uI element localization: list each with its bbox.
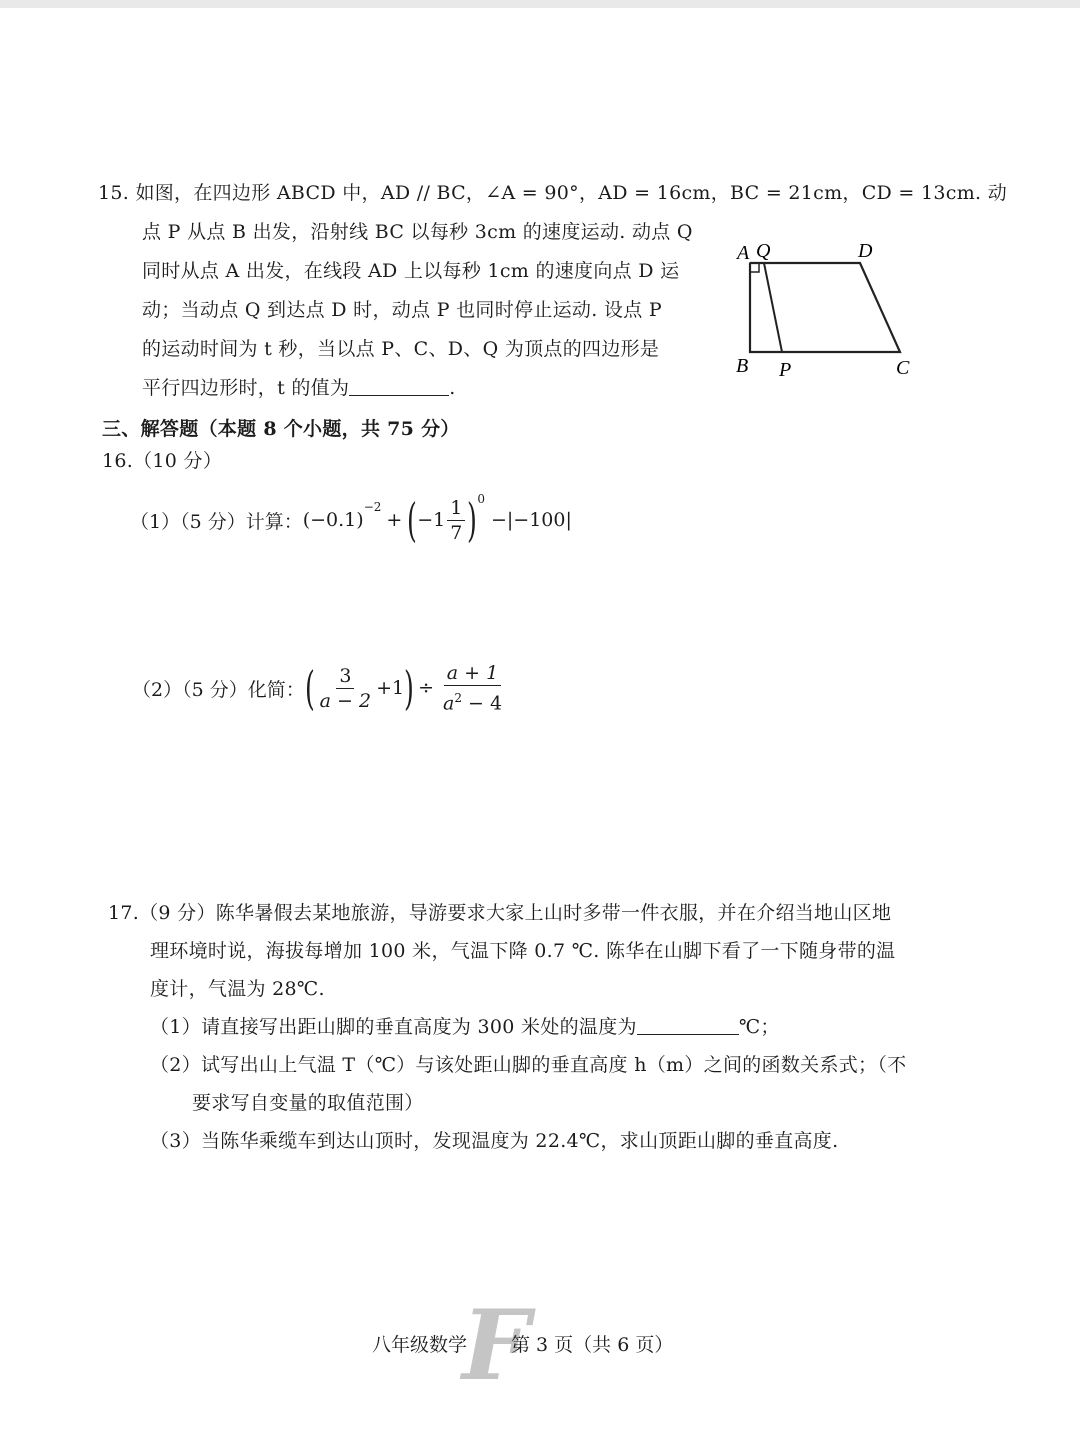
fraction-denominator: 7 bbox=[450, 521, 463, 544]
q17-sub-1 bbox=[150, 1014, 780, 1040]
left-paren: ( bbox=[407, 493, 418, 547]
q16-p1-term-b: −1 bbox=[417, 509, 446, 531]
q16-p1-term-c: −|−100| bbox=[490, 509, 572, 531]
left-paren: ( bbox=[304, 661, 315, 715]
footer-page-number: 第 3 页（共 6 页） bbox=[511, 1334, 674, 1356]
label-b: B bbox=[736, 355, 749, 377]
label-p: P bbox=[779, 359, 792, 381]
q17-sub-2-line-2: 要求写自变量的取值范围） bbox=[192, 1092, 424, 1114]
q17-sub-1-unit: ℃； bbox=[738, 1016, 780, 1038]
label-a: A bbox=[737, 242, 750, 264]
fraction-numerator: 3 bbox=[336, 664, 354, 689]
footer-subject: 八年级数学 bbox=[372, 1334, 468, 1356]
page-footer bbox=[372, 1330, 673, 1357]
top-border bbox=[0, 0, 1080, 8]
q17-sub-1-text: （1）请直接写出距山脚的垂直高度为 300 米处的温度为 bbox=[150, 1016, 637, 1038]
q15-line-6 bbox=[142, 375, 456, 401]
q16-part1 bbox=[130, 490, 572, 550]
q16-p2-fraction-1 bbox=[317, 664, 374, 713]
denominator-base: a bbox=[442, 692, 455, 715]
right-paren: ) bbox=[404, 661, 415, 715]
q16-p1-plus: + bbox=[386, 509, 403, 531]
q16-p1-term-a: (−0.1) bbox=[302, 509, 364, 531]
q15-line-5: 的运动时间为 t 秒，当以点 P、C、D、Q 为顶点的四边形是 bbox=[142, 338, 660, 360]
q17-sub-2-line-1: （2）试写出山上气温 T（℃）与该处距山脚的垂直高度 h（m）之间的函数关系式；（不 bbox=[150, 1054, 907, 1076]
answer-blank-q15[interactable] bbox=[349, 375, 449, 396]
answer-blank-q17[interactable] bbox=[637, 1014, 739, 1035]
q17-line-1: 17.（9 分）陈华暑假去某地旅游，导游要求大家上山时多带一件衣服，并在介绍当地山区地 bbox=[108, 902, 892, 924]
q15-line-1: 15. 如图，在四边形 ABCD 中，AD // BC，∠A = 90°，AD = 16cm，BC = 21cm，CD = 13cm. 动 bbox=[98, 182, 1008, 204]
fraction-denominator bbox=[440, 686, 505, 715]
denominator-rest: − 4 bbox=[461, 692, 503, 715]
q16-p2-plus-one: +1 bbox=[376, 677, 405, 699]
q17-line-2: 理环境时说，海拔每增加 100 米，气温下降 0.7 ℃. 陈华在山脚下看了一下随身带的温 bbox=[150, 940, 896, 962]
q16-p1-exp-b: 0 bbox=[477, 492, 485, 506]
q15-line-2: 点 P 从点 B 出发，沿射线 BC 以每秒 3cm 的速度运动. 动点 Q bbox=[142, 221, 693, 243]
exam-page bbox=[0, 8, 1080, 1448]
segment-qp bbox=[764, 263, 782, 352]
q16-p2-fraction-2 bbox=[440, 661, 505, 715]
label-c: C bbox=[896, 357, 910, 379]
fraction-numerator: a + 1 bbox=[444, 661, 501, 686]
q16-part1-label: （1）（5 分）计算： bbox=[130, 510, 303, 533]
denominator-exponent: 2 bbox=[454, 690, 462, 705]
right-angle-mark bbox=[750, 263, 759, 272]
label-q: Q bbox=[756, 240, 771, 262]
fraction-numerator: 1 bbox=[447, 496, 465, 521]
q17-line-3: 度计，气温为 28℃. bbox=[150, 978, 325, 1000]
fraction-denominator: a − 2 bbox=[319, 689, 372, 712]
section-3-heading: 三、解答题（本题 8 个小题，共 75 分） bbox=[102, 418, 460, 440]
q15-line-4: 动；当动点 Q 到达点 D 时，动点 P 也同时停止运动. 设点 P bbox=[142, 299, 662, 321]
q16-part2 bbox=[132, 658, 507, 718]
watermark-letter-f: F bbox=[462, 1289, 531, 1402]
q16-p2-divide: ÷ bbox=[418, 677, 434, 699]
q16-p1-exp-a: −2 bbox=[363, 500, 382, 514]
q15-line-6-end: . bbox=[449, 377, 456, 399]
q15-line-3: 同时从点 A 出发，在线段 AD 上以每秒 1cm 的速度向点 D 运 bbox=[142, 260, 680, 282]
q16-part2-label: （2）（5 分）化简： bbox=[132, 678, 305, 701]
q15-line-6-text: 平行四边形时，t 的值为 bbox=[142, 377, 350, 399]
label-d: D bbox=[858, 240, 873, 262]
right-paren: ) bbox=[467, 493, 478, 547]
q16-p1-fraction bbox=[447, 496, 465, 545]
quadrilateral-figure bbox=[730, 236, 930, 386]
q16-header: 16.（10 分） bbox=[102, 450, 223, 472]
q17-sub-3: （3）当陈华乘缆车到达山顶时，发现温度为 22.4℃，求山顶距山脚的垂直高度. bbox=[150, 1130, 839, 1152]
